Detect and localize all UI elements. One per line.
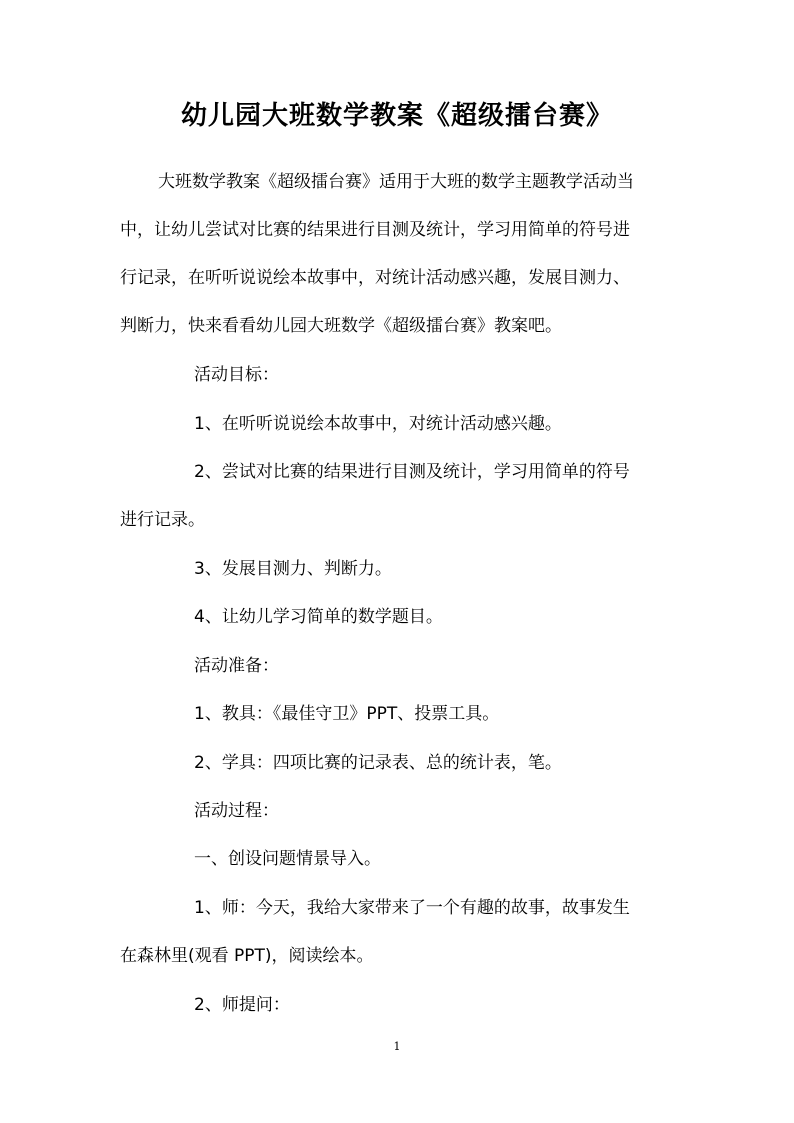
- prep-item-2: 2、学具：四项比赛的记录表、总的统计表，笔。: [194, 753, 562, 773]
- goals-heading: 活动目标：: [194, 365, 279, 385]
- prep-item-1: 1、教具：《最佳守卫》PPT、投票工具。: [194, 704, 500, 724]
- intro-line-4: 判断力，快来看看幼儿园大班数学《超级擂台赛》教案吧。: [120, 316, 562, 336]
- step-1-line-2: 在森林里(观看 PPT)，阅读绘本。: [120, 946, 374, 966]
- goal-item-4: 4、让幼儿学习简单的数学题目。: [194, 607, 443, 627]
- goal-item-1: 1、在听听说说绘本故事中，对统计活动感兴趣。: [194, 414, 562, 434]
- document-title: 幼儿园大班数学教案《超级擂台赛》: [180, 101, 613, 131]
- intro-line-2: 中，让幼儿尝试对比赛的结果进行目测及统计，学习用简单的符号进: [120, 220, 630, 240]
- step-1-line-1: 1、师：今天，我给大家带来了一个有趣的故事，故事发生: [194, 898, 630, 918]
- goal-item-2-line-2: 进行记录。: [120, 510, 205, 530]
- prep-heading: 活动准备：: [194, 656, 279, 676]
- goal-item-3: 3、发展目测力、判断力。: [194, 559, 392, 579]
- section-1-heading: 一、创设问题情景导入。: [194, 849, 381, 869]
- goal-item-2-line-1: 2、尝试对比赛的结果进行目测及统计，学习用简单的符号: [194, 462, 630, 482]
- process-heading: 活动过程：: [194, 801, 279, 821]
- intro-line-3: 行记录，在听听说说绘本故事中，对统计活动感兴趣，发展目测力、: [120, 268, 630, 288]
- intro-line-1: 大班数学教案《超级擂台赛》适用于大班的数学主题教学活动当: [158, 172, 634, 192]
- step-2: 2、师提问：: [194, 995, 290, 1015]
- page-number: 1: [393, 1040, 401, 1053]
